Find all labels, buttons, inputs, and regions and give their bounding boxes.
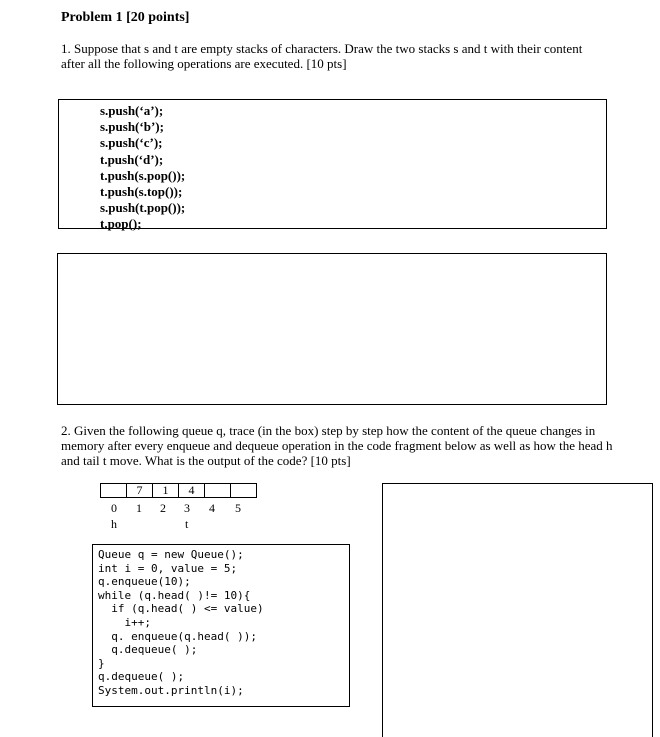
code-line: s.push(‘b’); <box>100 119 164 135</box>
code-line: t.push(s.top()); <box>100 184 183 200</box>
tail-pointer-label: t <box>185 517 189 531</box>
question1-text: 1. Suppose that s and t are empty stacks of characters. Draw the two stacks s and t with their content after all the following operations are executed. [10 pts] <box>61 41 583 71</box>
queue-array <box>100 483 257 498</box>
code-line: q. enqueue(q.head( )); <box>98 629 257 643</box>
code-line: s.push(‘a’); <box>100 103 164 118</box>
code-line: int i = 0, value = 5; <box>98 561 238 575</box>
array-index: 2 <box>160 501 166 515</box>
queue-trace-answer-box[interactable] <box>382 483 653 737</box>
queue-cell <box>205 484 231 497</box>
array-index: 5 <box>235 501 241 515</box>
array-index: 4 <box>209 501 215 515</box>
array-index: 3 <box>184 501 190 515</box>
problem-title: Problem 1 [20 points] <box>61 10 190 25</box>
queue-code <box>98 548 264 698</box>
queue-cell: 4 <box>179 484 205 497</box>
queue-cell <box>101 484 127 497</box>
queue-cell: 7 <box>127 484 153 497</box>
queue-cell: 1 <box>153 484 179 497</box>
stack-answer-box[interactable] <box>57 253 607 405</box>
stack-operations-code <box>100 103 185 233</box>
code-line: t.push(s.pop()); <box>100 167 186 183</box>
code-line: System.out.println(i); <box>98 683 244 697</box>
array-index: 1 <box>136 501 142 515</box>
question2-text: 2. Given the following queue q, trace (in the box) step by step how the content of the queue changes in memory after every enqueue and dequeue operation in the code fragment below as well as how the head h and tail t move. What is the output of the code? [10 pts] <box>61 423 613 468</box>
code-line: s.push(t.pop()); <box>100 200 186 216</box>
code-line: q.dequeue( ); <box>98 643 198 657</box>
code-line: } <box>98 656 105 670</box>
queue-cell <box>231 484 256 497</box>
code-line: while (q.head( )!= 10){ <box>98 588 251 602</box>
code-line: i++; <box>98 615 151 629</box>
code-line: if (q.head( ) <= value) <box>98 602 264 616</box>
array-index: 0 <box>111 501 117 515</box>
code-line: Queue q = new Queue(); <box>98 548 244 561</box>
head-pointer-label: h <box>111 517 117 531</box>
code-line: s.push(‘c’); <box>100 135 163 151</box>
code-line: q.dequeue( ); <box>98 670 185 684</box>
code-line: t.pop(); <box>100 216 142 232</box>
code-line: q.enqueue(10); <box>98 575 191 589</box>
code-line: t.push(‘d’); <box>100 151 164 167</box>
